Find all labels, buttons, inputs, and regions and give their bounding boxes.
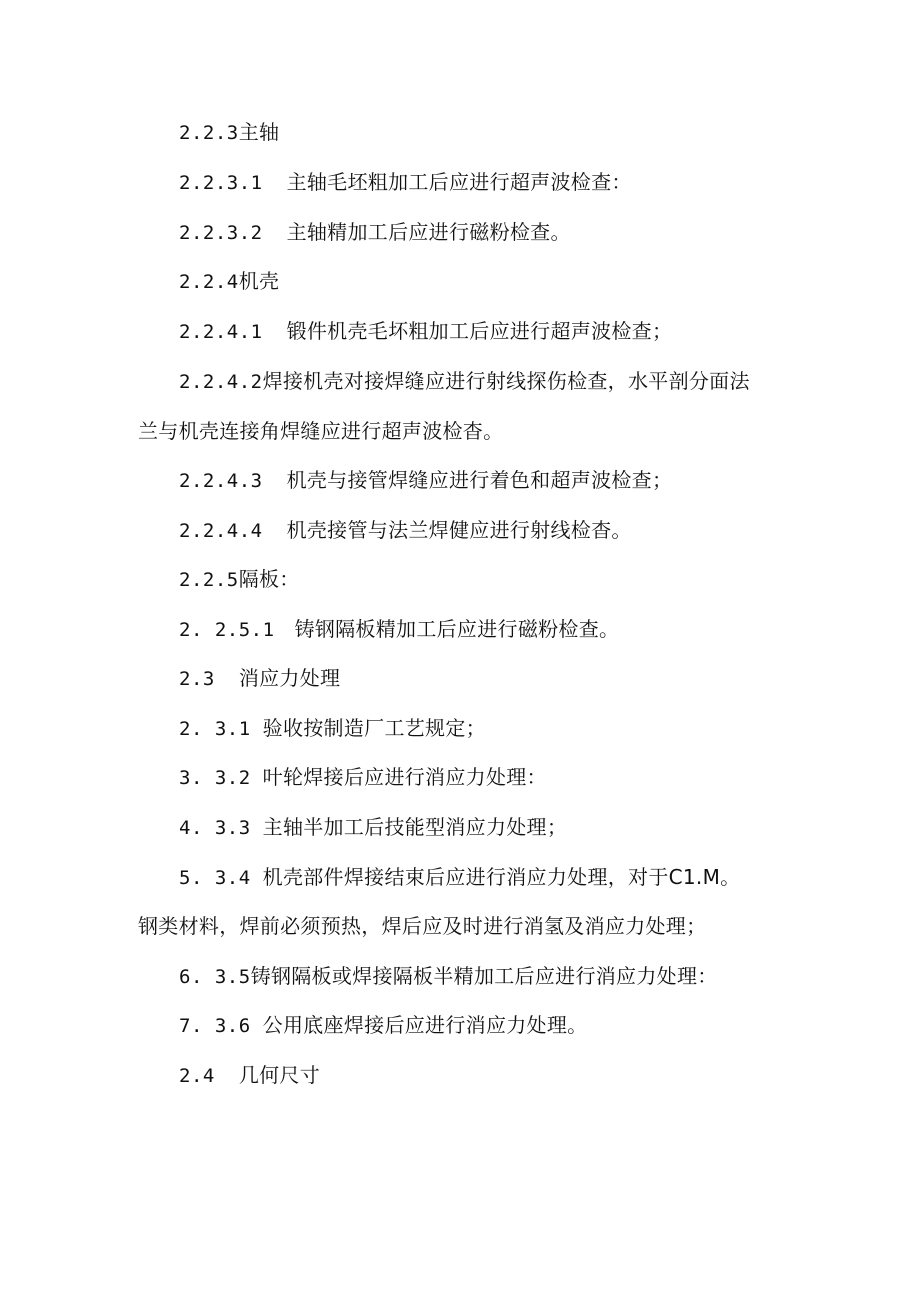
clause-2-2-5	[179, 566, 300, 593]
clause-text: 机壳接管与法兰焊健应进行射线检杳。	[286, 518, 632, 542]
clause-5-3-4	[179, 864, 740, 891]
clause-number: 2.2.4	[179, 271, 239, 293]
clause-7-3-6	[179, 1012, 587, 1039]
clause-2-2-4-2-continuation	[138, 418, 503, 444]
clause-number: 4. 3.3	[179, 817, 251, 839]
clause-number: 2.2.4.3	[179, 470, 263, 492]
clause-number: 2.2.5	[179, 569, 239, 591]
section-title: 消应力处理	[238, 666, 341, 690]
clause-text: 主轴	[238, 120, 280, 144]
clause-2-2-3	[179, 119, 279, 146]
clause-number: 2. 2.5.1	[179, 619, 275, 641]
clause-3-3-2	[179, 764, 547, 791]
clause-2-2-5-1	[179, 616, 619, 643]
section-number: 2.3	[179, 668, 215, 690]
clause-text: 叶轮焊接后应进行消应力处理：	[262, 765, 547, 789]
clause-text: 焊接机壳对接焊缝应进行射线探伤检查，水平剖分面法	[262, 369, 750, 393]
clause-text: 机壳	[238, 269, 280, 293]
section-2-4-heading	[179, 1062, 320, 1089]
clause-number: 5. 3.4	[179, 867, 251, 889]
clause-2-3-1	[179, 715, 486, 742]
clause-number: 2.2.4.1	[179, 321, 263, 343]
clause-number: 6. 3.5	[179, 966, 251, 988]
clause-6-3-5	[179, 963, 718, 990]
clause-number: 2.2.3	[179, 122, 239, 144]
clause-4-3-3	[179, 814, 567, 841]
clause-text: 公用底座焊接后应进行消应力处理。	[262, 1013, 588, 1037]
clause-number: 2.2.4.4	[179, 520, 263, 542]
section-title: 几何尺寸	[238, 1063, 321, 1087]
section-2-3-heading	[179, 665, 340, 692]
clause-2-2-4-1	[179, 318, 672, 345]
clause-text: 主轴半加工后技能型消应力处理；	[262, 815, 568, 839]
section-number: 2.4	[179, 1065, 215, 1087]
clause-text: 铸钢隔板或焊接隔板半精加工后应进行消应力处理：	[250, 964, 718, 988]
clause-number: 2.2.3.2	[179, 222, 263, 244]
clause-text: 机壳部件焊接结束后应进行消应力处理，对于C1.M。	[262, 865, 741, 889]
clause-2-2-4	[179, 268, 279, 295]
clause-text: 兰与机壳连接角焊缝应进行超声波检杳。	[138, 419, 504, 443]
clause-text: 隔板：	[238, 567, 300, 591]
clause-text: 铸钢隔板精加工后应进行磁粉检查。	[294, 617, 620, 641]
clause-2-2-4-4	[179, 517, 632, 544]
clause-number: 2.2.3.1	[179, 172, 263, 194]
clause-text: 主轴毛坯粗加工后应进行超声波检查：	[286, 170, 632, 194]
clause-2-2-4-3	[179, 467, 672, 494]
clause-text: 机壳与接管焊缝应进行着色和超声波检查；	[286, 468, 673, 492]
clause-5-3-4-continuation	[138, 913, 706, 939]
clause-number: 2.2.4.2	[179, 371, 263, 393]
clause-number: 2. 3.1	[179, 718, 251, 740]
clause-number: 7. 3.6	[179, 1015, 251, 1037]
clause-text: 主轴精加工后应进行磁粉检查。	[286, 220, 571, 244]
clause-2-2-3-2	[179, 219, 571, 246]
clause-text: 钢类材料，焊前必须预热，焊后应及时进行消氢及消应力处理；	[138, 914, 707, 938]
clause-text: 验收按制造厂工艺规定；	[262, 716, 486, 740]
clause-2-2-3-1	[179, 169, 632, 196]
clause-text: 锻件机壳毛坏粗加工后应进行超声波检查；	[286, 319, 673, 343]
clause-2-2-4-2	[179, 368, 750, 395]
clause-number: 3. 3.2	[179, 767, 251, 789]
